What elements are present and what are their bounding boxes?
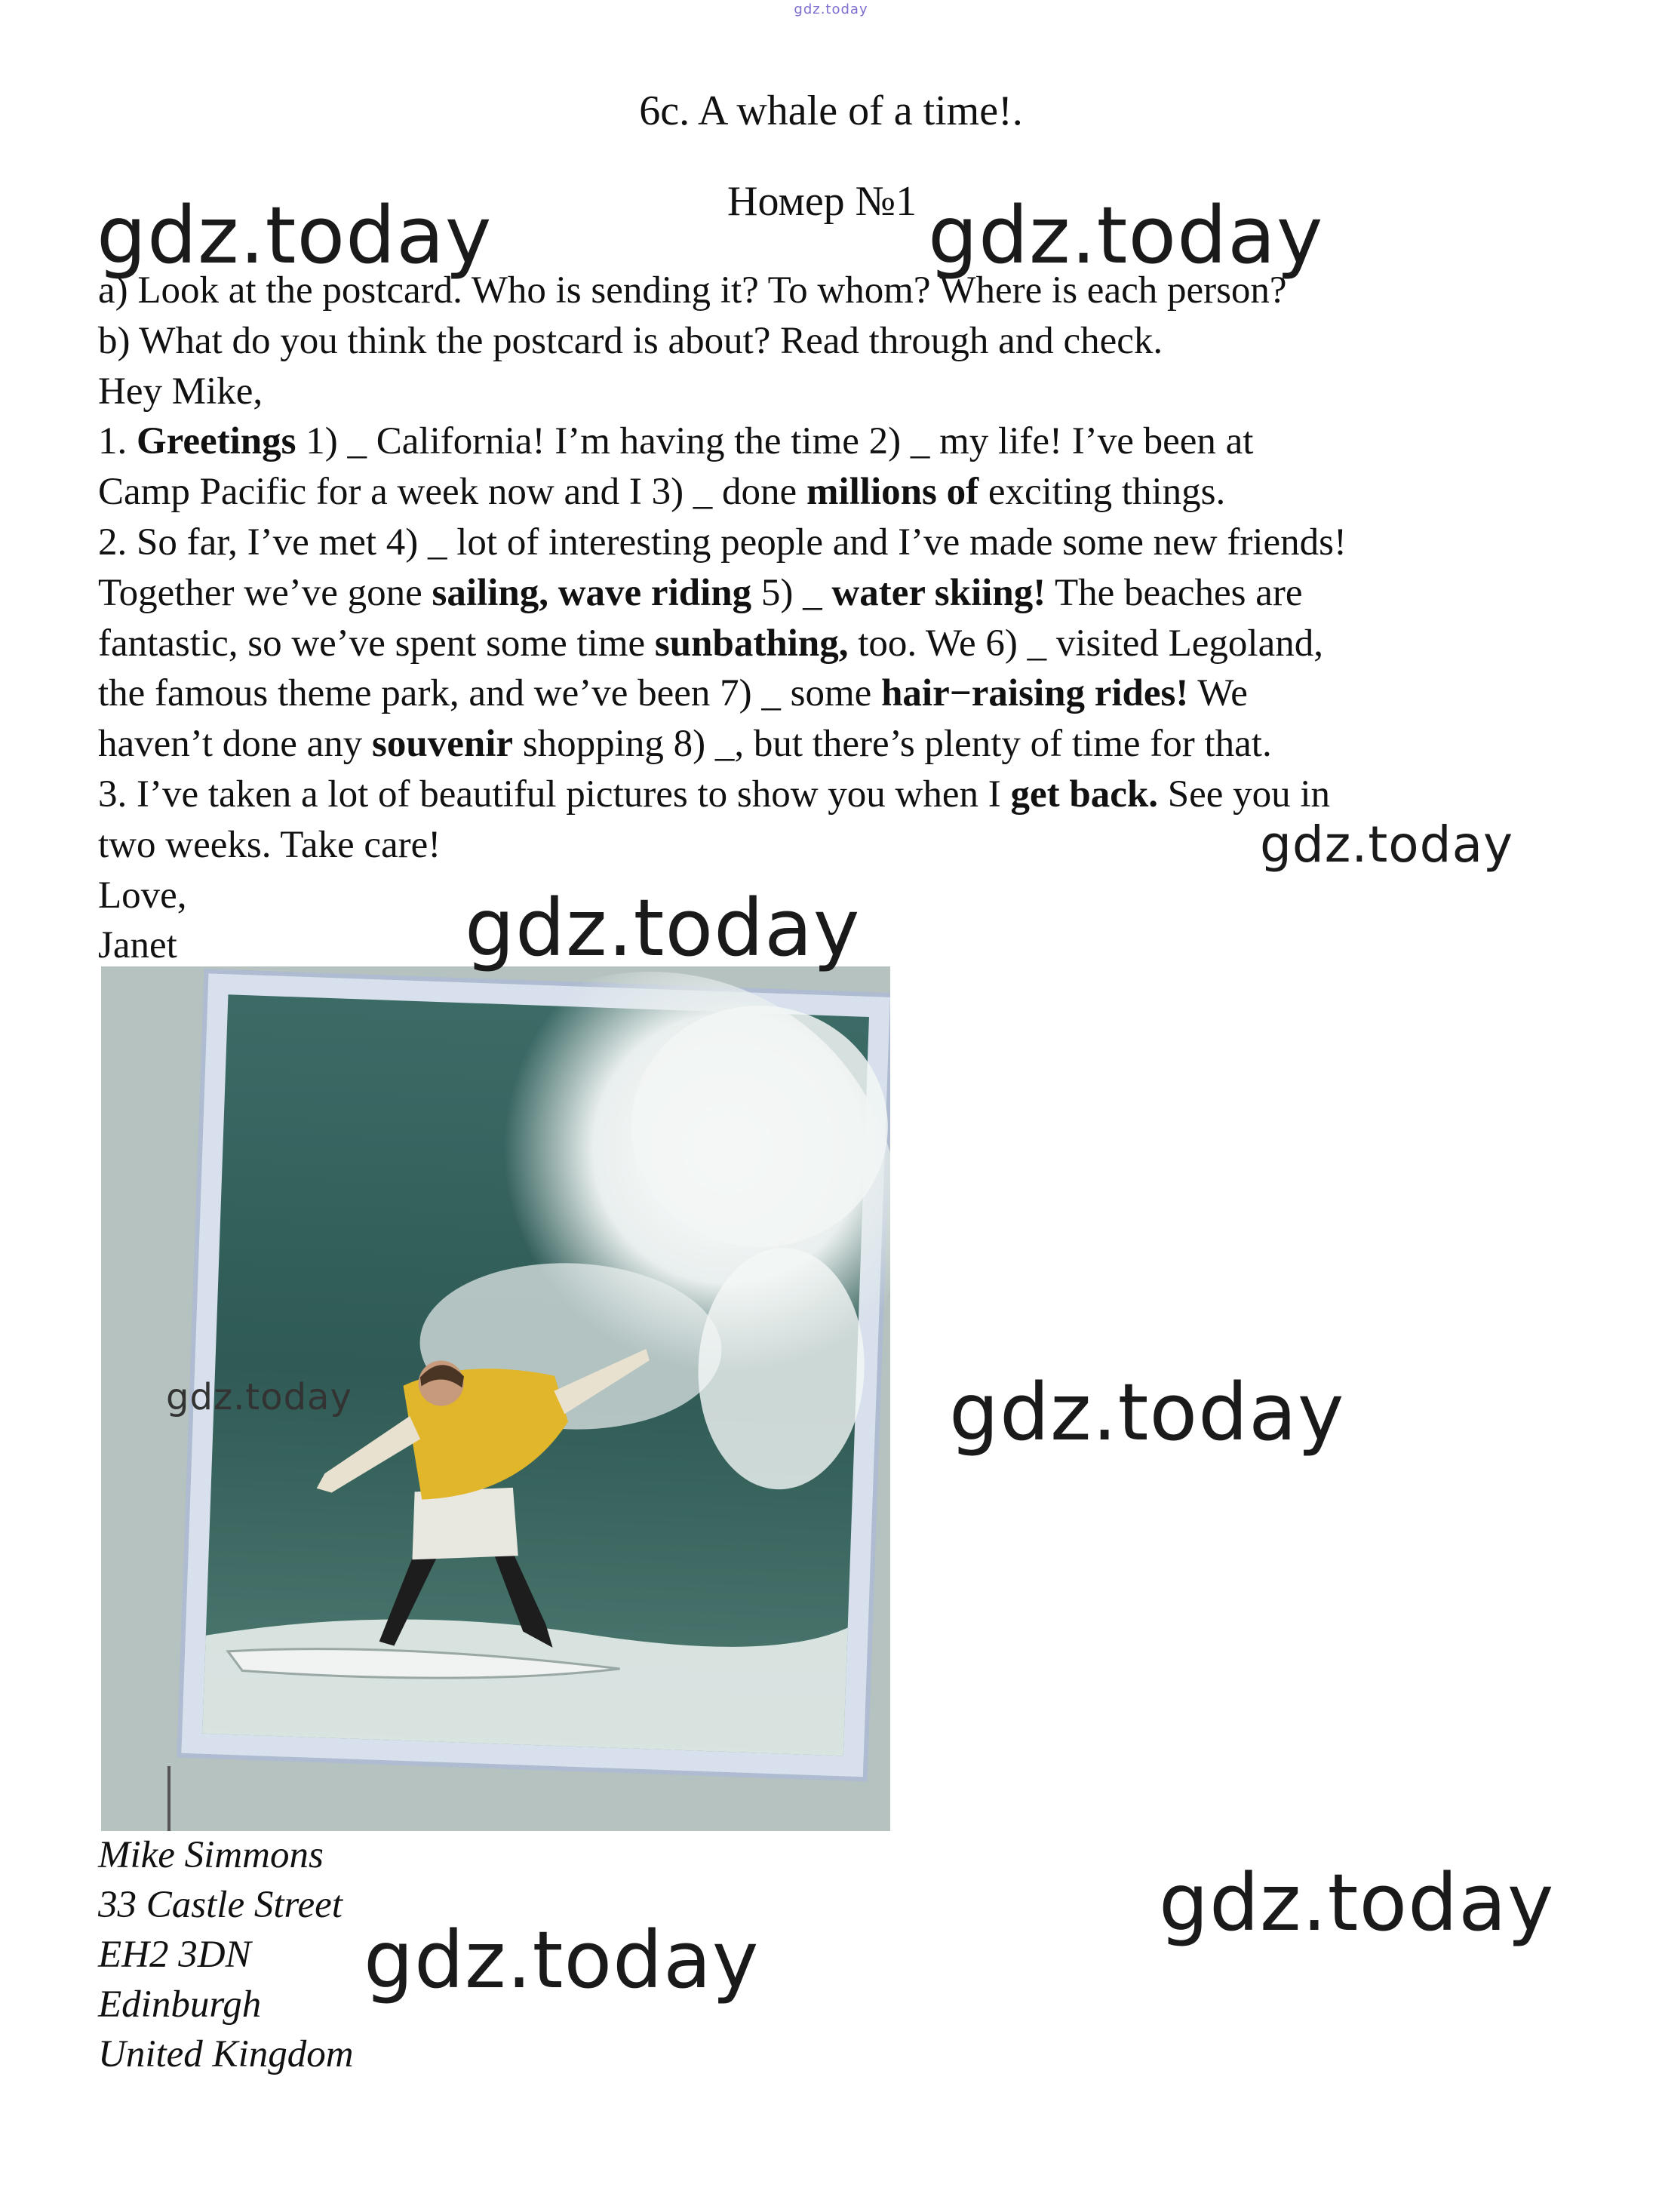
paragraph-2-line-1: 2. So far, I’ve met 4) _ lot of interesting people and I’ve made some new friends! bbox=[98, 521, 1347, 564]
text: Together we’ve gone bbox=[98, 571, 432, 614]
question-a: a) Look at the postcard. Who is sending it? To whom? Where is each person? bbox=[98, 269, 1287, 312]
paragraph-1-line-2 bbox=[98, 467, 1577, 518]
address-country: United Kingdom bbox=[98, 2033, 354, 2075]
key-phrase: water skiing! bbox=[831, 571, 1046, 614]
watermark: gdz.today bbox=[928, 189, 1324, 281]
paragraph-1-line-1 bbox=[98, 416, 1577, 467]
page-title: 6c. A whale of a time!. bbox=[639, 88, 1023, 134]
paragraph-2-line-5 bbox=[98, 719, 1577, 770]
exercise-number: Номер №1 bbox=[727, 178, 917, 225]
address-city: Edinburgh bbox=[98, 1983, 262, 2026]
paragraph-3-line-2: two weeks. Take care! bbox=[98, 823, 441, 866]
text: fantastic, so we’ve spent some time bbox=[98, 622, 655, 665]
text: haven’t done any bbox=[98, 723, 373, 766]
key-phrase: souvenir bbox=[372, 723, 514, 766]
question-b: b) What do you think the postcard is about? Read through and check. bbox=[98, 319, 1163, 362]
paragraph-2-line-3 bbox=[98, 619, 1577, 669]
key-phrase: millions of bbox=[806, 471, 979, 514]
watermark: gdz.today bbox=[1159, 1857, 1555, 1949]
watermark: gdz.today bbox=[465, 882, 861, 974]
paragraph-2-line-4 bbox=[98, 668, 1577, 719]
postcard-address bbox=[98, 1830, 354, 2079]
letter-greeting: Hey Mike, bbox=[98, 370, 263, 413]
key-phrase: Greetings bbox=[137, 420, 296, 463]
text: exciting things. bbox=[978, 471, 1226, 514]
key-phrase: sunbathing, bbox=[654, 622, 849, 665]
watermark: gdz.today bbox=[364, 1914, 760, 2006]
address-street: 33 Castle Street bbox=[98, 1884, 343, 1926]
text: 1) _ California! I’m having the time 2) _ my life! I’ve been at bbox=[296, 420, 1254, 463]
text: See you in bbox=[1158, 773, 1331, 816]
paragraph-2-line-2 bbox=[98, 568, 1577, 619]
paragraph-3-line-1 bbox=[98, 770, 1577, 820]
text: The beaches are bbox=[1046, 571, 1303, 614]
text: 5) _ bbox=[751, 571, 832, 614]
text: shopping 8) _, but there’s plenty of time for that. bbox=[513, 723, 1272, 766]
letter-signature: Janet bbox=[98, 924, 177, 967]
text: the famous theme park, and we’ve been 7) _ some bbox=[98, 672, 882, 715]
frame-edge-mark bbox=[167, 1766, 171, 1831]
text: 3. I’ve taken a lot of beautiful pictures to show you when I bbox=[98, 773, 1011, 816]
watermark: gdz.today bbox=[1260, 816, 1514, 874]
key-phrase: hair−raising rides! bbox=[881, 672, 1189, 715]
site-mark: gdz.today bbox=[794, 2, 868, 17]
text: too. We 6) _ visited Legoland, bbox=[848, 622, 1323, 665]
watermark: gdz.today bbox=[97, 189, 493, 281]
address-postcode: EH2 3DN bbox=[98, 1934, 251, 1976]
watermark: gdz.today bbox=[166, 1376, 352, 1418]
watermark: gdz.today bbox=[949, 1366, 1345, 1458]
text: 1. bbox=[98, 420, 137, 463]
letter-closing: Love, bbox=[98, 874, 187, 917]
text: We bbox=[1188, 672, 1248, 715]
key-phrase: get back. bbox=[1010, 773, 1158, 816]
address-name: Mike Simmons bbox=[98, 1834, 324, 1876]
text: Camp Pacific for a week now and I 3) _ done bbox=[98, 471, 806, 514]
photo-frame bbox=[179, 966, 890, 1780]
key-phrase: sailing, wave riding bbox=[432, 571, 752, 614]
